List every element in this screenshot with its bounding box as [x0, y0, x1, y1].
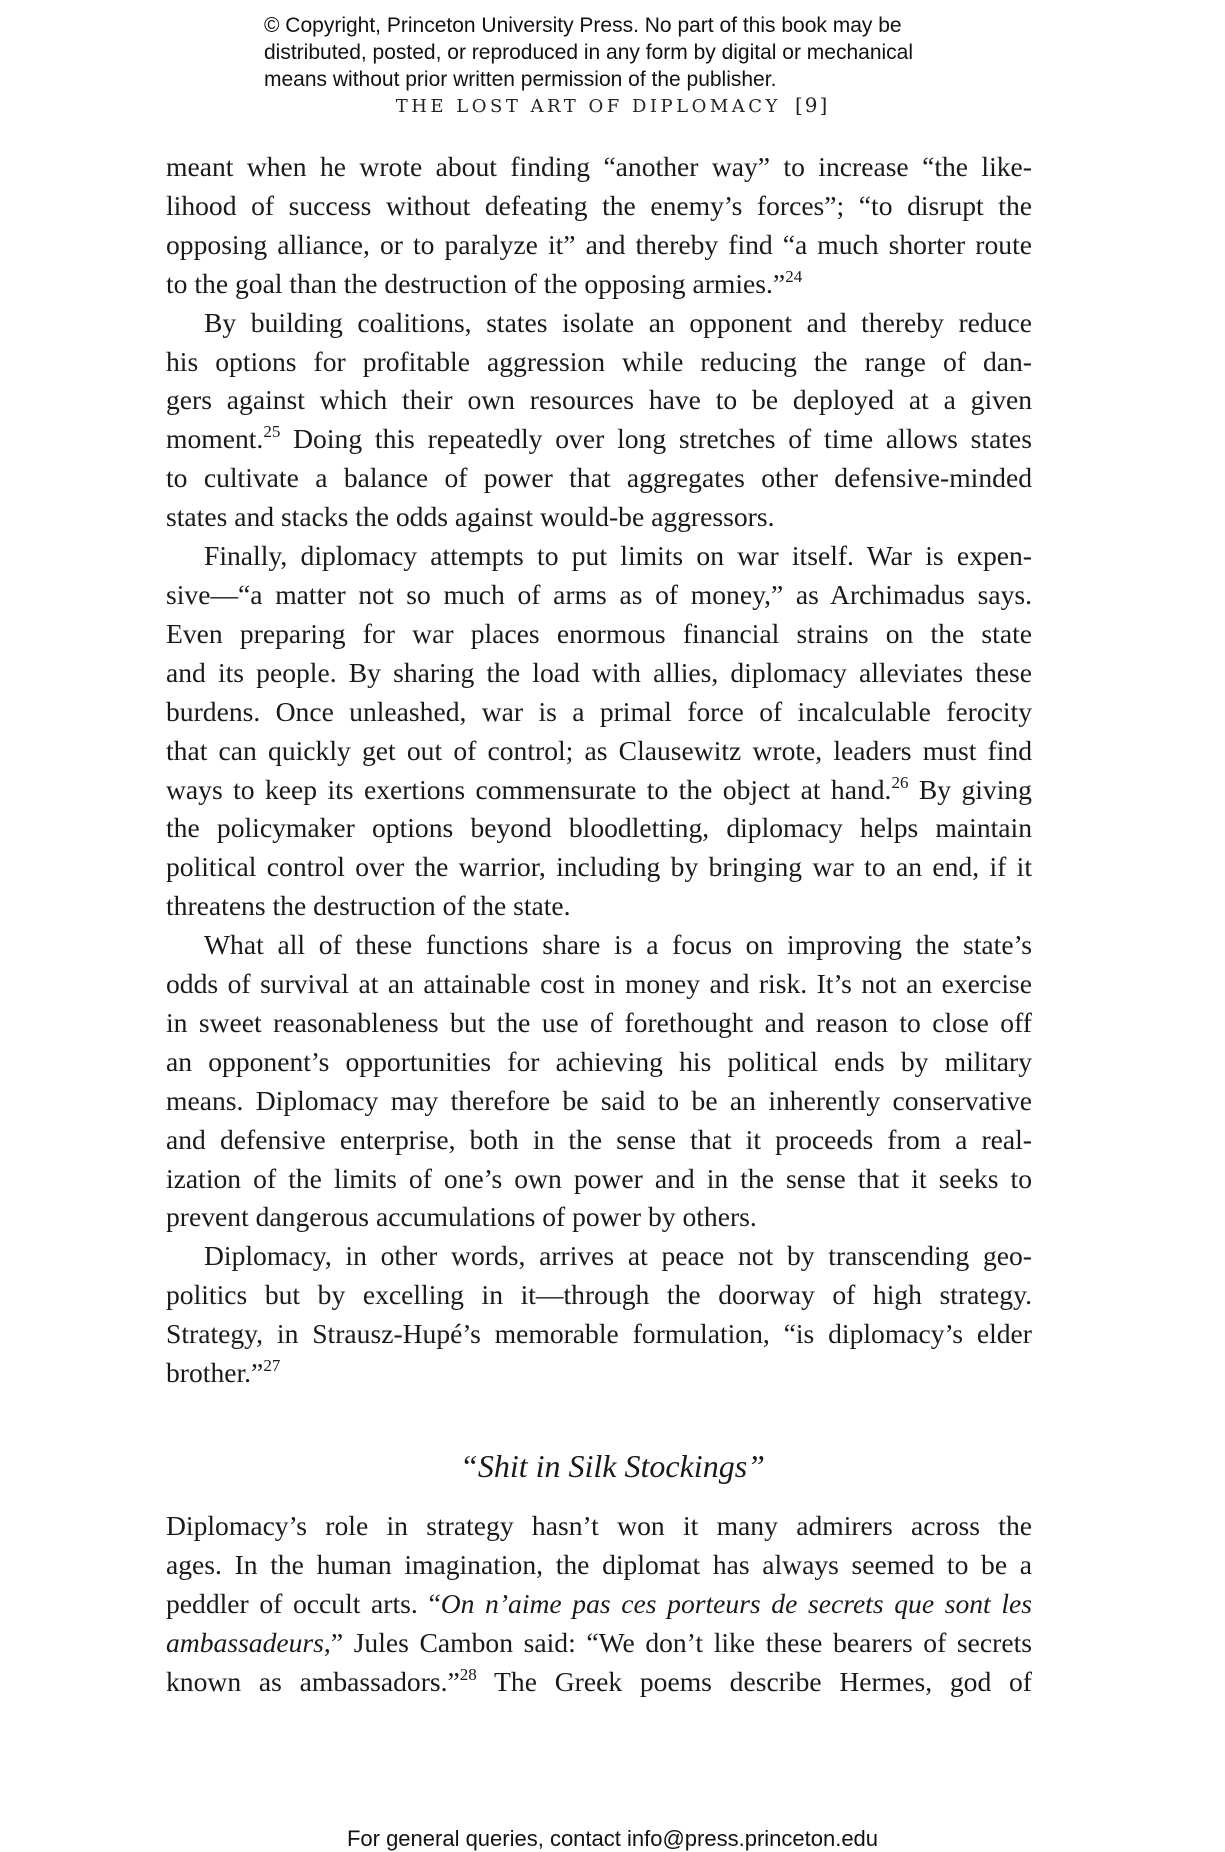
footnote-ref: 28 — [459, 1664, 477, 1684]
text-line: sive—“a matter not so much of arms as of money,” as Archimadus says. — [166, 578, 1032, 610]
text-line — [166, 1354, 1032, 1393]
footer-contact: For general queries, contact info@press.princeton.edu — [346, 1826, 879, 1851]
paragraph — [166, 148, 1032, 304]
copyright-line: distributed, posted, or reproduced in any form by digital or mechanical — [264, 41, 914, 64]
text-line: and defensive enterprise, both in the sense that it proceeds from a real- — [166, 1123, 1032, 1155]
copyright-notice — [264, 12, 1024, 93]
page-number: [9] — [794, 93, 830, 117]
italic-quote: On n’aime pas ces porteurs de secrets que sont les — [440, 1587, 1032, 1619]
text-line: gers against which their own resources have to be deployed at a given — [166, 384, 1032, 416]
text-line: By building coalitions, states isolate an opponent and thereby reduce — [204, 306, 1032, 338]
footnote-ref: 25 — [263, 422, 281, 442]
paragraph — [166, 1237, 1032, 1393]
text-run: brother.” — [166, 1357, 264, 1389]
text-line — [166, 1624, 1032, 1663]
footnote-ref: 26 — [891, 772, 909, 792]
text-line: burdens. Once unleashed, war is a primal force of incalculable ferocity — [166, 695, 1032, 727]
text-line: and its people. By sharing the load with allies, diplomacy alleviates these — [166, 656, 1032, 688]
text-line: his options for profitable aggression while reducing the range of dan- — [166, 345, 1032, 377]
text-line: opposing alliance, or to paralyze it” and thereby find “a much shorter route — [166, 228, 1032, 260]
text-line: odds of survival at an attainable cost in money and risk. It’s not an exercise — [166, 968, 1032, 1000]
text-line: Even preparing for war places enormous financial strains on the state — [166, 617, 1032, 649]
text-line: Strategy, in Strausz-Hupé’s memorable formulation, “is diplomacy’s elder — [166, 1318, 1032, 1350]
text-line: to cultivate a balance of power that aggregates other defensive-minded — [166, 462, 1032, 494]
paragraph — [166, 304, 1032, 537]
footnote-ref: 27 — [263, 1356, 281, 1376]
text-run: to the goal than the destruction of the opposing armies.” — [166, 267, 786, 299]
italic-quote: ambassadeurs — [166, 1626, 324, 1658]
running-head — [0, 93, 1225, 117]
text-run: moment. — [166, 423, 264, 455]
body-text — [166, 1507, 1032, 1702]
text-line: political control over the warrior, including by bringing war to an end, if it — [166, 851, 1032, 883]
text-line: Diplomacy, in other words, arrives at peace not by transcending geo- — [204, 1240, 1032, 1272]
text-run: By giving — [908, 773, 1032, 805]
text-line: threatens the destruction of the state. — [166, 890, 571, 922]
text-line: states and stacks the odds against would-be aggressors. — [166, 501, 775, 533]
footnote-ref: 24 — [785, 266, 803, 286]
text-run: Doing this repeatedly over long stretches of time allows states — [280, 423, 1032, 455]
text-run: ways to keep its exertions commensurate to the object at hand. — [166, 773, 892, 805]
text-line: Diplomacy’s role in strategy hasn’t won it many admirers across the — [166, 1510, 1032, 1541]
text-line — [166, 265, 1032, 304]
section-heading: “Shit in Silk Stockings” — [460, 1448, 765, 1484]
text-line: ages. In the human imagination, the diplomat has always seemed to be a — [166, 1548, 1032, 1580]
text-line: What all of these functions share is a focus on improving the state’s — [204, 929, 1032, 961]
text-line: meant when he wrote about finding “another way” to increase “the like- — [166, 151, 1032, 182]
text-run: ,” Jules Cambon said: “We don’t like these bearers of secrets — [323, 1626, 1032, 1658]
text-line — [166, 1663, 1032, 1702]
text-line: prevent dangerous accumulations of power by others. — [166, 1201, 757, 1233]
text-line: that can quickly get out of control; as Clausewitz wrote, leaders must find — [166, 734, 1032, 766]
running-head-title: THE LOST ART OF DIPLOMACY — [395, 96, 781, 117]
text-line: an opponent’s opportunities for achieving his political ends by military — [166, 1045, 1032, 1077]
text-run: peddler of occult arts. “ — [166, 1587, 441, 1619]
text-line — [166, 1585, 1032, 1624]
text-line — [166, 771, 1032, 810]
copyright-line: © Copyright, Princeton University Press. No part of this book may be — [264, 14, 902, 37]
text-run: known as ambassadors.” — [166, 1665, 460, 1697]
text-line: the policymaker options beyond bloodletting, diplomacy helps maintain — [166, 812, 1032, 844]
copyright-line: means without prior written permission of the publisher. — [264, 68, 777, 91]
text-line: politics but by excelling in it—through the doorway of high strategy. — [166, 1279, 1032, 1311]
body-text — [166, 148, 1032, 1393]
text-line: lihood of success without defeating the enemy’s forces”; “to disrupt the — [166, 189, 1032, 221]
text-run: The Greek poems describe Hermes, god of — [476, 1665, 1032, 1697]
paragraph — [166, 537, 1032, 926]
text-line: in sweet reasonableness but the use of forethought and reason to close off — [166, 1006, 1032, 1038]
text-line: Finally, diplomacy attempts to put limits on war itself. War is expen- — [204, 540, 1032, 572]
paragraph — [166, 1507, 1032, 1702]
paragraph — [166, 926, 1032, 1237]
text-line: means. Diplomacy may therefore be said to be an inherently conservative — [166, 1084, 1032, 1116]
text-line — [166, 420, 1032, 459]
text-line: ization of the limits of one’s own power and in the sense that it seeks to — [166, 1162, 1032, 1194]
